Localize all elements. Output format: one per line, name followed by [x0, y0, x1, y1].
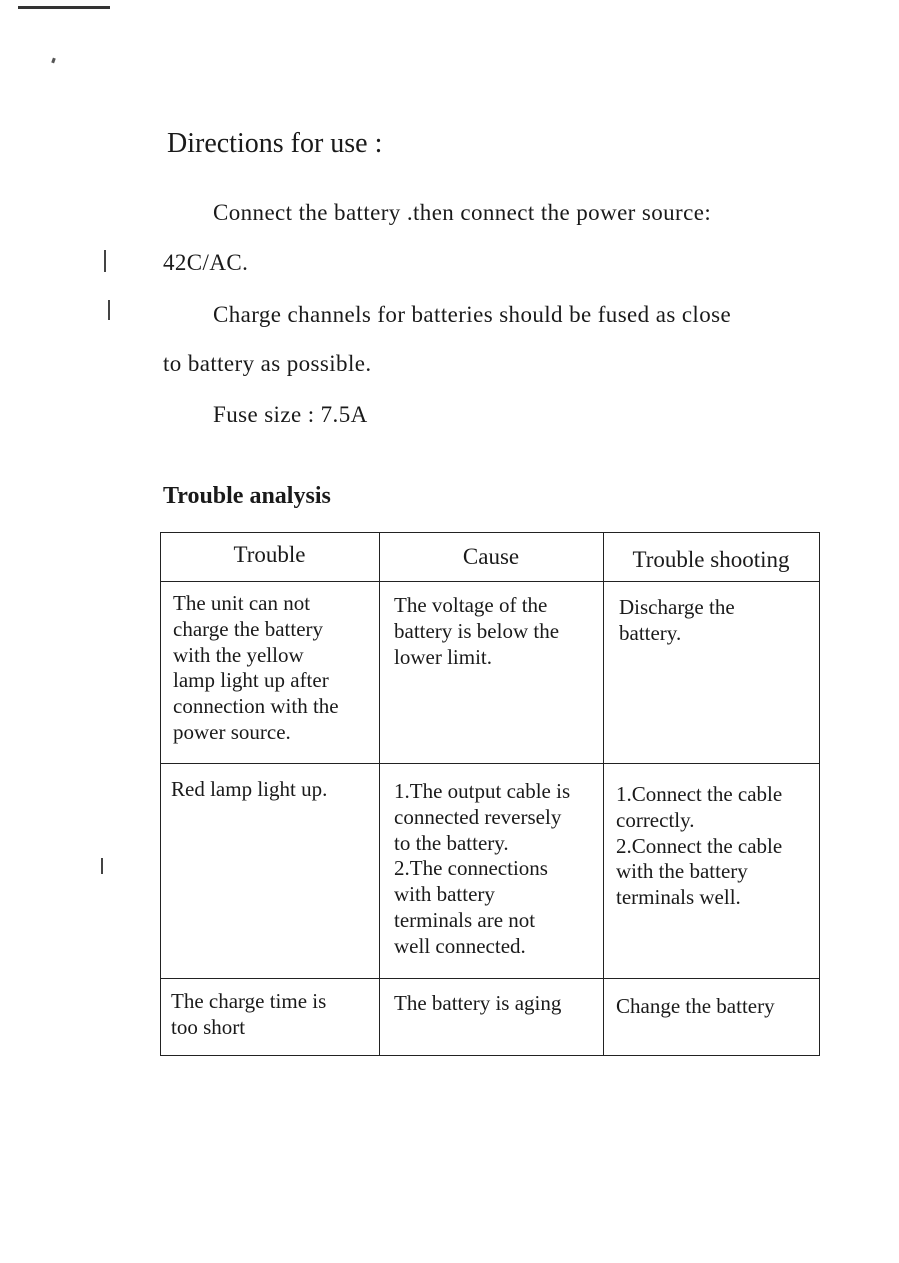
- scan-mark: [18, 6, 110, 9]
- paragraph-line: to battery as possible.: [163, 351, 372, 376]
- table-border: [160, 1055, 820, 1056]
- table-border: [160, 978, 820, 979]
- table-border: [160, 532, 161, 1056]
- paragraph-line: Fuse size : 7.5A: [213, 402, 368, 427]
- table-title: Trouble analysis: [163, 483, 331, 509]
- scan-speck: [101, 858, 103, 874]
- page-title: Directions for use :: [167, 128, 383, 159]
- table-header-trouble: Trouble: [233, 542, 306, 567]
- table-border: [603, 532, 604, 1056]
- table-border: [160, 763, 820, 764]
- table-header-cause: Cause: [462, 544, 520, 569]
- table-cell-shooting: Change the battery: [616, 994, 775, 1018]
- table-cell-cause: 1.The output cable is connected reversely to the battery. 2.The connections with battery terminals are not well connected.: [394, 779, 571, 958]
- table-cell-trouble: The unit can not charge the battery with the yellow lamp light up after connection with the power source.: [173, 591, 339, 744]
- table-header-shooting: Trouble shooting: [632, 547, 790, 572]
- table-cell-shooting: Discharge the battery.: [619, 595, 735, 645]
- table-border: [379, 532, 380, 1056]
- trouble-table: [160, 532, 820, 1056]
- table-cell-shooting: 1.Connect the cable correctly. 2.Connect the cable with the battery terminals well.: [616, 782, 783, 910]
- paragraph-line: Charge channels for batteries should be fused as close: [213, 302, 732, 327]
- table-border: [160, 532, 820, 533]
- table-cell-cause: The voltage of the battery is below the lower limit.: [394, 593, 560, 669]
- scan-speck: [104, 250, 106, 272]
- table-border: [819, 532, 820, 1056]
- table-cell-trouble: The charge time is too short: [171, 989, 327, 1039]
- paragraph-line: 42C/AC.: [163, 250, 249, 275]
- table-border: [160, 581, 820, 582]
- table-cell-trouble: Red lamp light up.: [171, 777, 328, 801]
- scan-speck: [51, 58, 56, 64]
- table-cell-cause: The battery is aging: [394, 991, 562, 1015]
- paragraph-line: Connect the battery .then connect the power source:: [213, 200, 712, 225]
- scan-speck: [108, 300, 110, 320]
